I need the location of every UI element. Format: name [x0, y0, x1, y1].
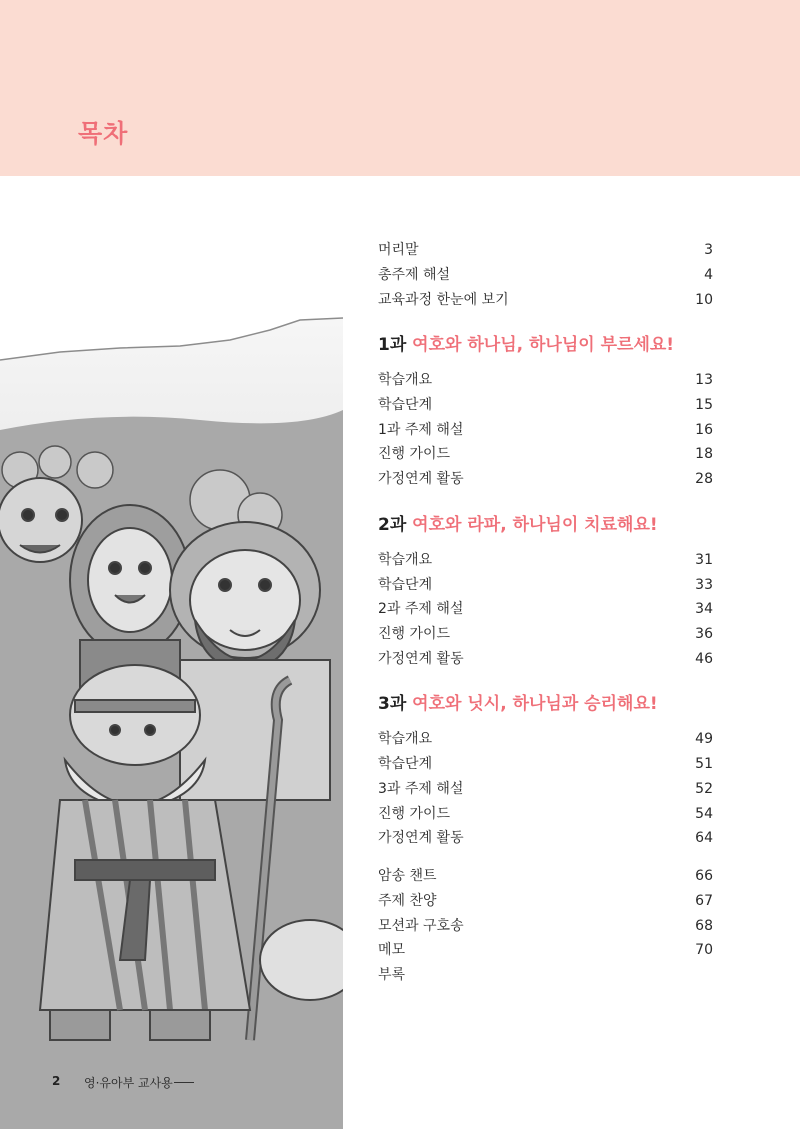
toc-entry-label: 가정연계 활동	[378, 651, 464, 667]
toc-entry[interactable]	[378, 573, 713, 597]
toc-entry-page: 52	[695, 781, 713, 797]
toc-entry-label: 학습개요	[378, 731, 433, 747]
lesson-title: 여호와 라파, 하나님이 치료해요!	[412, 515, 658, 535]
toc-entry-label: 3과 주제 해설	[378, 781, 464, 797]
toc-entry[interactable]	[378, 727, 713, 751]
toc-entry-page: 15	[695, 397, 713, 413]
toc-entry-page: 36	[695, 626, 713, 642]
toc-entry-label: 메모	[378, 942, 406, 958]
toc-entry[interactable]	[378, 963, 713, 987]
toc-entry-label: 부록	[378, 967, 406, 983]
toc-entry-page: 70	[695, 942, 713, 958]
toc-entry-page: 34	[695, 601, 713, 617]
toc-entry-page: 31	[695, 552, 713, 568]
toc-entry[interactable]	[378, 802, 713, 826]
lesson-heading[interactable]	[378, 331, 713, 359]
toc-entry-page: 51	[695, 756, 713, 772]
toc-entry-label: 교육과정 한눈에 보기	[378, 292, 509, 308]
lesson-heading[interactable]	[378, 511, 713, 539]
lesson-number: 3과	[378, 694, 413, 714]
toc-entry[interactable]	[378, 864, 713, 888]
toc-entry[interactable]	[378, 777, 713, 801]
toc-entry[interactable]	[378, 938, 713, 962]
lesson-title: 여호와 닛시, 하나님과 승리해요!	[412, 694, 658, 714]
toc-entry-page: 46	[695, 651, 713, 667]
toc-entry-label: 1과 주제 해설	[378, 422, 464, 438]
toc-entry-label: 가정연계 활동	[378, 830, 464, 846]
toc-entry-page: 49	[695, 731, 713, 747]
toc-entry[interactable]	[378, 393, 713, 417]
lesson-title: 여호와 하나님, 하나님이 부르세요!	[412, 335, 675, 355]
toc-entry-page: 68	[695, 918, 713, 934]
toc-entry[interactable]	[378, 597, 713, 621]
toc-entry-page: 66	[695, 868, 713, 884]
toc-entry-label: 학습단계	[378, 577, 433, 593]
page-title: 목차	[78, 119, 129, 148]
toc-entry-page: 3	[704, 242, 713, 258]
publication-name: 영·유아부 교사용	[84, 1076, 173, 1090]
toc-entry[interactable]	[378, 467, 713, 491]
toc-entry[interactable]	[378, 622, 713, 646]
toc-entry-label: 진행 가이드	[378, 446, 451, 462]
toc-entry-label: 진행 가이드	[378, 626, 451, 642]
toc-entry[interactable]	[378, 418, 713, 442]
lesson-number: 1과	[378, 335, 413, 355]
page-number: 2	[52, 1074, 61, 1088]
toc-entry-page: 16	[695, 422, 713, 438]
cover-illustration	[0, 0, 343, 1129]
toc-entry[interactable]	[378, 647, 713, 671]
toc-entry-label: 주제 찬양	[378, 893, 437, 909]
toc-entry[interactable]	[378, 752, 713, 776]
footer-rule	[174, 1082, 194, 1083]
toc-entry-label: 진행 가이드	[378, 806, 451, 822]
toc-entry-label: 가정연계 활동	[378, 471, 464, 487]
toc-entry[interactable]	[378, 889, 713, 913]
toc-entry[interactable]	[378, 826, 713, 850]
toc-entry-page: 13	[695, 372, 713, 388]
toc-entry-page: 18	[695, 446, 713, 462]
toc-entry-page: 67	[695, 893, 713, 909]
toc-entry-label: 2과 주제 해설	[378, 601, 464, 617]
toc-entry[interactable]	[378, 263, 713, 287]
toc-entry-label: 암송 챈트	[378, 868, 437, 884]
toc-entry-label: 학습단계	[378, 397, 433, 413]
toc-entry-page: 10	[695, 292, 713, 308]
toc-entry[interactable]	[378, 368, 713, 392]
toc-entry-label: 학습개요	[378, 372, 433, 388]
toc-entry-page: 54	[695, 806, 713, 822]
toc-entry[interactable]	[378, 548, 713, 572]
toc-entry-page: 4	[704, 267, 713, 283]
toc-entry[interactable]	[378, 288, 713, 312]
toc-entry[interactable]	[378, 914, 713, 938]
lesson-number: 2과	[378, 515, 413, 535]
toc-entry-label: 머리말	[378, 242, 419, 258]
toc-entry-label: 총주제 해설	[378, 267, 451, 283]
toc-entry-page: 64	[695, 830, 713, 846]
toc-entry-page: 33	[695, 577, 713, 593]
toc-entry-label: 학습단계	[378, 756, 433, 772]
lesson-heading[interactable]	[378, 690, 713, 718]
toc-entry-label: 학습개요	[378, 552, 433, 568]
toc-entry[interactable]	[378, 442, 713, 466]
toc-entry-label: 모션과 구호송	[378, 918, 464, 934]
toc-entry-page: 28	[695, 471, 713, 487]
toc-entry[interactable]	[378, 238, 713, 262]
page-footer	[0, 1072, 343, 1096]
